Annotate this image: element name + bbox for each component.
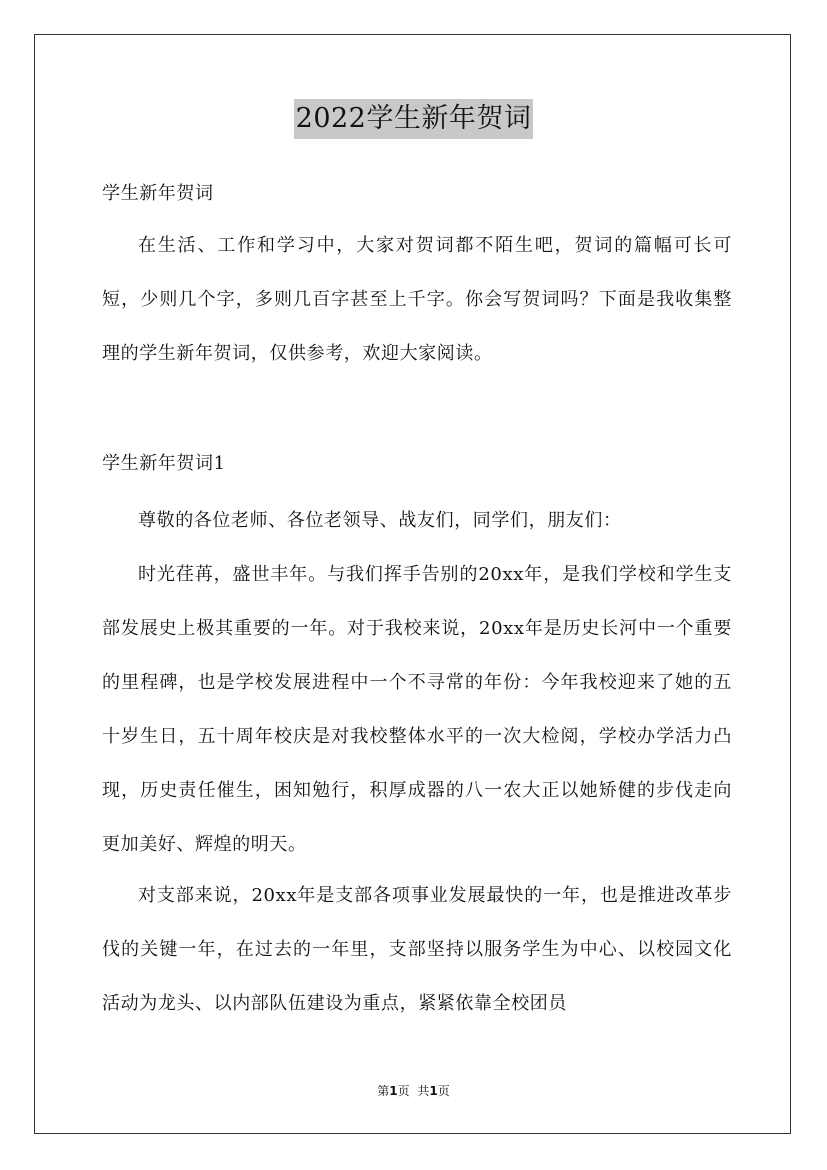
page-footer — [0, 1082, 827, 1099]
intro-paragraph: 在生活、工作和学习中，大家对贺词都不陌生吧，贺词的篇幅可长可短，少则几个字，多则几百字甚至上千字。你会写贺词吗？下面是我收集整理的学生新年贺词，仅供参考，欢迎大家阅读。 — [102, 235, 732, 364]
document-title: 2022学生新年贺词 — [294, 99, 534, 139]
body-paragraph-2: 对支部来说，20xx年是支部各项事业发展最快的一年，也是推进改革步伐的关键一年，在过去的一年里，支部坚持以服务学生为中心、以校园文化活动为龙头、以内部队伍建设为重点，紧紧依靠全校团员 — [102, 885, 732, 1014]
body-paragraph-1: 时光荏苒，盛世丰年。与我们挥手告别的20xx年，是我们学校和学生支部发展史上极其重要的一年。对于我校来说，20xx年是历史长河中一个重要的里程碑，也是学校发展进程中一个不寻常的年份：今年我校迎来了她的五十岁生日，五十周年校庆是对我校整体水平的一次大检阅，学校办学活力凸现，历史责任催生，困知勉行，积厚成器的八一农大正以她矫健的步伐走向更加美好、辉煌的明天。 — [102, 564, 732, 855]
page-suffix: 页 — [397, 1084, 410, 1098]
greeting-paragraph: 尊敬的各位老师、各位老领导、战友们，同学们，朋友们： — [138, 510, 622, 531]
section-heading: 学生新年贺词 — [102, 183, 214, 204]
page-number: 1 — [389, 1084, 398, 1098]
total-prefix: 共 — [417, 1084, 430, 1098]
total-suffix: 页 — [437, 1084, 450, 1098]
subheading: 学生新年贺词1 — [102, 453, 226, 474]
page-prefix: 第 — [377, 1084, 390, 1098]
total-pages: 1 — [429, 1084, 438, 1098]
title-container — [0, 99, 827, 139]
